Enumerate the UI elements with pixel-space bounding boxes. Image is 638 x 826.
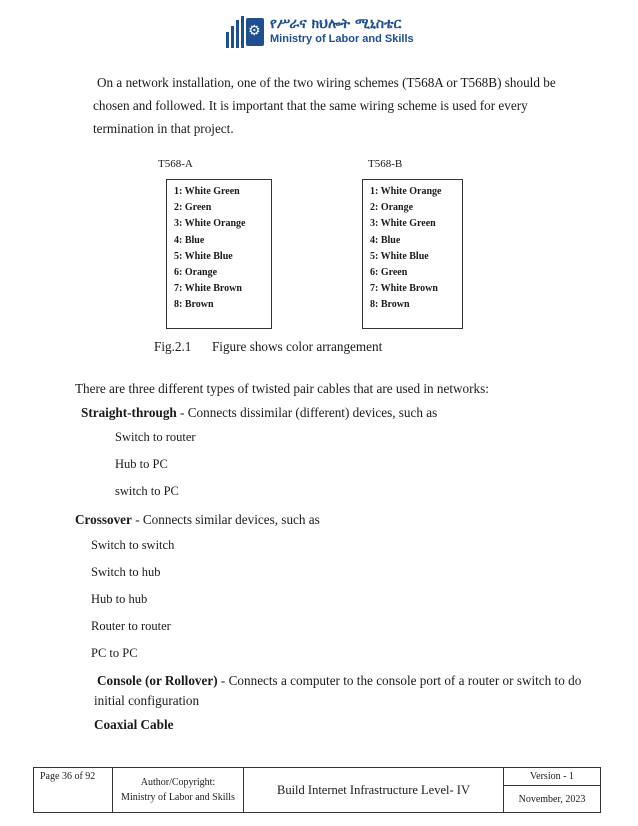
console-title: Console (or Rollover) [97,673,218,688]
intro-line: termination in that project. [93,121,234,136]
list-item: Router to router [91,619,171,633]
t568b-pin: 3: White Green [370,218,436,230]
crossover-title: Crossover [75,512,132,527]
t568b-box [362,179,463,329]
intro-paragraph [93,71,556,140]
list-item: Hub to hub [91,592,148,606]
t568a-box [166,179,272,329]
list-item: PC to PC [91,646,138,660]
figure-caption [154,335,382,358]
coaxial-heading [94,713,174,736]
t568a-title: T568-A [158,158,193,170]
crossover-heading [75,508,320,531]
console-desc: - Connects a computer to the console port of a router or switch to do [217,673,582,688]
t568b-pin: 1: White Orange [370,186,442,197]
page-footer [33,767,601,813]
list-item: Switch to router [115,430,196,444]
intro-line: On a network installation, one of the two wiring schemes (T568A or T568B) should be [97,75,556,90]
logo-bars-icon [226,16,244,48]
footer-course-title: Build Internet Infrastructure Level- IV [244,768,504,813]
footer-date: November, 2023 [504,786,601,813]
footer-author [113,768,244,813]
footer-version: Version - 1 [504,768,601,786]
gear-icon [246,18,264,46]
t568a-pin: 4: Blue [174,234,205,246]
t568b-pin: 8: Brown [370,299,410,311]
footer-author-label: Author/Copyright: [140,777,216,788]
crossover-desc: - Connects similar devices, such as [131,512,320,527]
t568b-pin: 7: White Brown [370,283,438,295]
footer-author-name: Ministry of Labor and Skills [121,792,235,803]
t568b-pin: 6: Green [370,266,408,278]
list-item: switch to PC [115,484,179,498]
footer-page-number: Page 36 of 92 [34,768,113,813]
t568a-pin: 5: White Blue [174,250,233,262]
types-intro: There are three different types of twisted pair cables that are used in networks: [75,381,489,396]
t568a-pin: 7: White Brown [174,283,242,295]
list-item: Hub to PC [115,457,168,471]
t568b-pin: 5: White Blue [370,250,429,262]
t568a-pin: 6: Orange [174,266,218,278]
t568b-pin: 2: Orange [370,202,414,214]
logo-english-text: Ministry of Labor and Skills [270,33,414,45]
list-item: Switch to switch [91,538,175,552]
t568a-pin: 2: Green [174,202,212,214]
straight-through-desc: - Connects dissimilar (different) devices, such as [176,405,438,420]
t568a-pin: 8: Brown [174,299,214,311]
t568a-pin: 3: White Orange [174,218,246,230]
console-paragraph [94,669,581,710]
coaxial-title: Coaxial Cable [94,717,174,732]
logo-amharic-text: የሥራና ክህሎት ሚኒስቴር [270,16,402,32]
list-item: Switch to hub [91,565,161,579]
straight-through-title: Straight-through [81,405,177,420]
t568a-pin: 1: White Green [174,186,240,197]
figure-caption-number: Fig.2.1 [154,339,192,354]
t568b-pin: 4: Blue [370,234,401,246]
t568b-title: T568-B [368,158,403,170]
console-desc-cont: initial configuration [94,693,200,708]
straight-through-heading [81,401,437,424]
intro-line: chosen and followed. It is important that the same wiring scheme is used for every [93,98,528,113]
figure-caption-text: Figure shows color arrangement [211,339,383,354]
